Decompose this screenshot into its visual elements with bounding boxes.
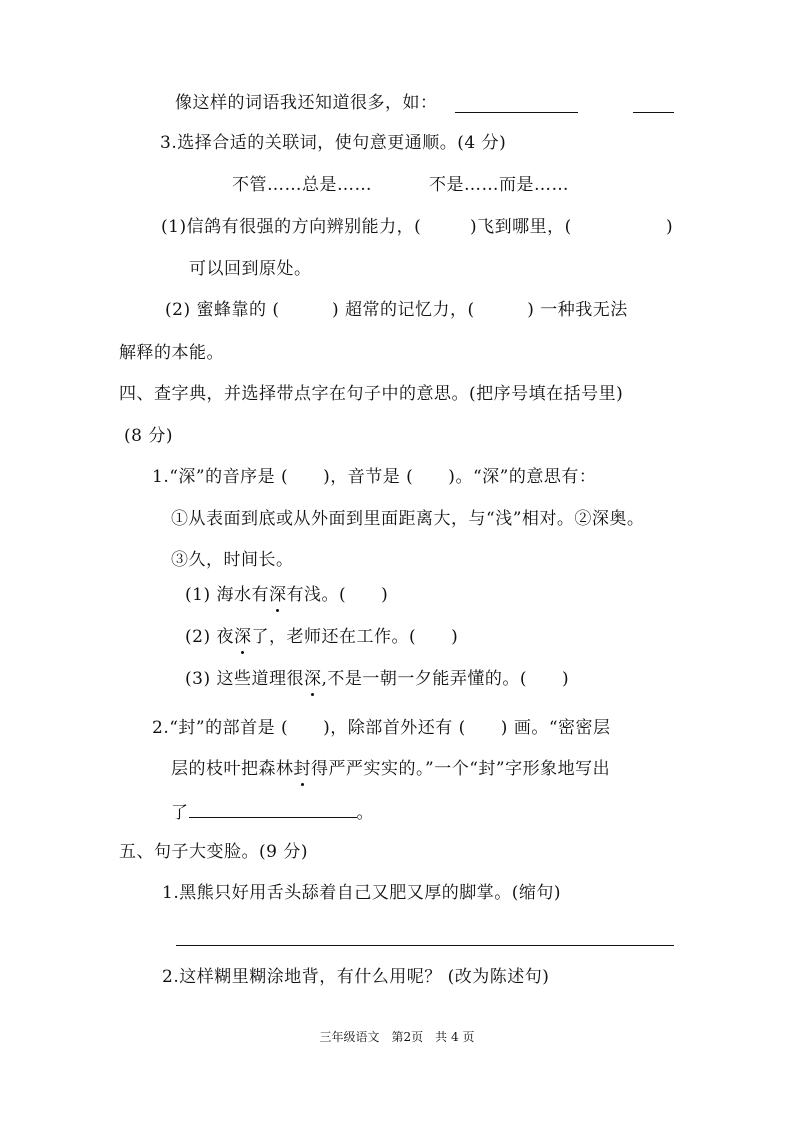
section5-title: 五、句子大变脸。(9 分) [119,842,308,862]
q3-title: 3.选择合适的关联词，使句意更通顺。(4 分) [160,133,507,153]
answer-blank-1[interactable] [455,112,578,113]
s4-q1-sentence-3 [185,668,569,690]
dotted-char: 封 [293,759,311,779]
s4-q1-s2-post: 了，老师还在工作。( ) [251,627,459,647]
s4-q1-s2-pre: (2) 夜 [185,627,234,647]
s4-q2-line3-post: 。 [356,803,374,823]
s4-q2-line2 [171,758,610,780]
s4-q2-line1: 2.“封”的部首是 ( )，除部首外还有 ( ) 画。“密密层 [152,718,611,738]
s4-q2-line3 [171,802,374,824]
s4-q1-sentence-2 [185,626,458,648]
q3-sentence-1-a: (1)信鸽有很强的方向辨别能力，( [161,217,422,237]
dotted-char: 深 [233,627,252,647]
s5-q2: 2.这样糊里糊涂地背，有什么用呢？ (改为陈述句) [162,967,550,987]
page-footer: 三年级语文 第2页 共 4 页 [319,1030,475,1044]
examples-text: 像这样的词语我还知道很多，如： [175,93,438,113]
answer-blank-3[interactable] [189,802,357,818]
s4-q1-s3-pre: (3) 这些道理很 [185,669,304,689]
dotted-char: 深 [303,669,322,689]
s4-q1-sentence-1 [185,584,388,606]
q3-sentence-2-line2: 解释的本能。 [119,343,224,363]
examples-line [175,92,438,114]
s5-q1: 1.黑熊只好用舌头舔着自己又肥又厚的脚掌。(缩句) [162,883,561,903]
s4-q1-meanings-2: ③久，时间长。 [171,550,294,570]
s4-q2-line3-pre: 了 [171,803,189,823]
q3-sentence-2: (2) 蜜蜂靠的 ( ) 超常的记忆力，( ) 一种我无法 [165,300,628,320]
q3-sentence-1-b: )飞到哪里，( [470,217,572,237]
conjunction-option-b: 不是……而是…… [429,175,569,195]
q3-sentence-1-c: ) [666,217,674,237]
s4-q2-line2-pre: 层的枝叶把森林 [171,759,294,779]
conjunction-option-a: 不管……总是…… [232,175,372,195]
s4-q1-text: 1.“深”的音序是 ( )，音节是 ( )。“深”的意思有： [152,467,597,487]
dotted-char: 深 [268,585,287,605]
s4-q1-s1-post: 有浅。( ) [286,585,389,605]
s4-q1-s3-post: ,不是一朝一夕能弄懂的。( ) [321,669,570,689]
s4-q1-meanings-1: ①从表面到底或从外面到里面距离大，与“浅”相对。②深奥。 [171,509,645,529]
section4-score: (8 分) [124,426,173,446]
s4-q1-s1-pre: (1) 海水有 [185,585,269,605]
answer-blank-2[interactable] [633,112,674,113]
section4-title: 四、查字典，并选择带点字在句子中的意思。(把序号填在括号里) [119,384,624,404]
answer-line-1[interactable] [176,945,674,946]
s4-q2-line2-post: 得严严实实的。”一个“封”字形象地写出 [311,759,611,779]
q3-sentence-1-line2: 可以回到原处。 [189,259,312,279]
